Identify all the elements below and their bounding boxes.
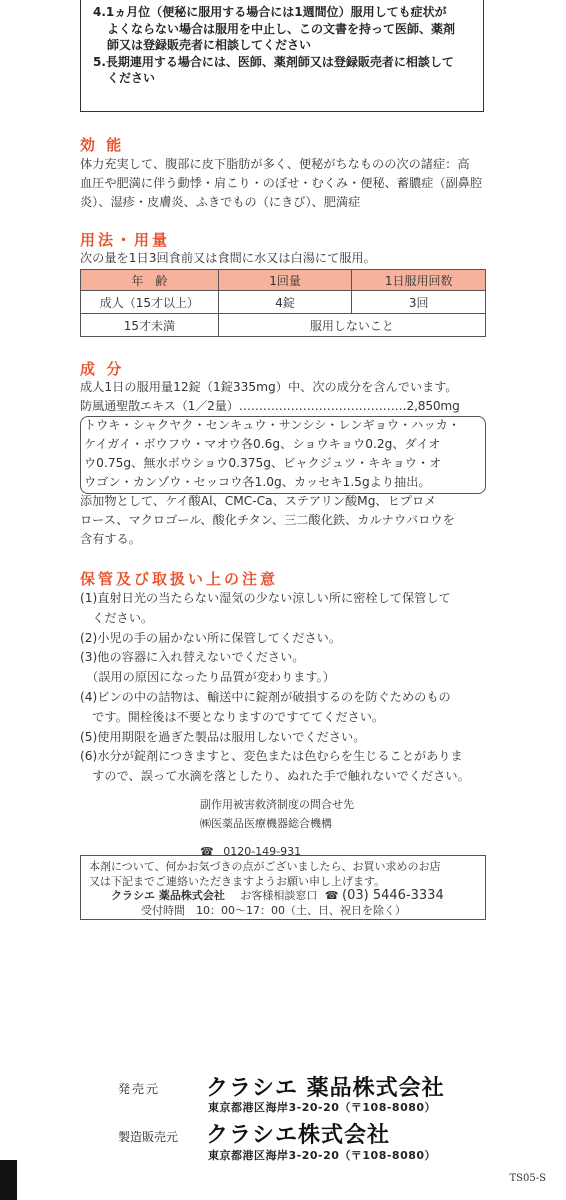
- contact-company-row: [89, 889, 477, 904]
- dosage-table: [80, 269, 486, 337]
- storage-heading: 保管及び取扱い上の注意: [80, 570, 279, 588]
- ingredient-line: 添加物として、ケイ酸Al、CMC-Ca、ステアリン酸Mg、ヒプロメ: [80, 494, 437, 508]
- table-header-cell: 1回量: [218, 270, 352, 291]
- ingredient-line: 成人1日の服用量12錠（1錠335mg）中、次の成分を含んでいます。: [80, 380, 458, 394]
- contact-desk: お客様相談窓口: [240, 889, 318, 902]
- storage-line: すので、誤って水滴を落としたり、ぬれた手で触れないでください。: [80, 769, 470, 784]
- efficacy-line: 血圧や肥満に伴う動悸・肩こり・のぼせ・むくみ・便秘、蓄膿症（副鼻腔: [80, 176, 483, 190]
- contact-company: クラシエ 薬品株式会社: [111, 889, 225, 902]
- relief-info: [200, 796, 354, 858]
- table-row: [81, 314, 486, 337]
- document-code: TS05-S: [509, 1173, 546, 1184]
- ingredient-line: ケイガイ・ボウフウ・マオウ各0.6g、ショウキョウ0.2g、ダイオ: [84, 437, 441, 451]
- contact-line: 又は下記までご連絡いただきますようお願い申し上げます。: [89, 874, 386, 888]
- ingredient-line: 含有する。: [80, 532, 141, 546]
- table-header-row: [81, 270, 486, 291]
- phone-icon: ☎: [324, 889, 339, 902]
- ingredient-line: ウ0.75g、無水ボウショウ0.375g、ビャクジュツ・キキョウ・オ: [84, 456, 442, 470]
- storage-line: (4)ビンの中の詰物は、輸送中に錠剤が破損するのを防ぐためのもの: [80, 689, 451, 704]
- table-cell: 3回: [352, 291, 486, 314]
- efficacy-heading: 効 能: [80, 136, 125, 154]
- storage-line: （誤用の原因になったり品質が変わります。）: [80, 670, 335, 685]
- ingredient-line: ウゴン・カンゾウ・セッコウ各1.0g、カッセキ1.5gより抽出。: [84, 475, 431, 489]
- ingredient-line: トウキ・シャクヤク・センキュウ・サンシシ・レンギョウ・ハッカ・: [84, 418, 461, 432]
- storage-line: (6)水分が錠剤につきますと、変色または色むらを生じることがありま: [80, 749, 463, 764]
- storage-text: [80, 589, 470, 787]
- table-row: [81, 291, 486, 314]
- table-cell: 成人（15才以上）: [81, 291, 219, 314]
- efficacy-text: [80, 155, 482, 212]
- warning-line: 5.長期連用する場合には、医師、薬剤師又は登録販売者に相談して: [93, 54, 454, 69]
- storage-line: (2)小児の手の届かない所に保管してください。: [80, 630, 342, 645]
- dosage-heading: 用法・用量: [80, 231, 171, 249]
- contact-phone: (03) 5446-3334: [342, 888, 444, 903]
- distributor-label: 発売元: [118, 1082, 161, 1096]
- manufacturer-label: 製造販売元: [118, 1130, 179, 1144]
- warning-box: [80, 0, 484, 112]
- contact-line: 本剤について、何かお気づきの点がございましたら、お買い求めのお店: [89, 860, 441, 873]
- manufacturer-name: クラシエ株式会社: [206, 1123, 391, 1148]
- relief-org: ㈱医薬品医療機器総合機構: [200, 817, 332, 830]
- table-cell: 4錠: [218, 291, 352, 314]
- warning-line: 4.1ヵ月位（便秘に服用する場合には1週間位）服用しても症状が: [93, 5, 447, 19]
- phone-icon: ☎: [200, 845, 214, 858]
- ingredients-text: [80, 378, 460, 549]
- warning-line: 師又は登録販売者に相談してください: [107, 38, 312, 52]
- warning-line: よくならない場合は服用を中止し、この文書を持って医師、薬剤: [107, 21, 456, 36]
- storage-line: (5)使用期限を過ぎた製品は服用しないでください。: [80, 729, 366, 744]
- ingredient-line: ロース、マクロゴール、酸化チタン、三二酸化鉄、カルナウバロウを: [80, 513, 455, 527]
- warning-line: ください: [107, 71, 156, 85]
- relief-title: 副作用被害救済制度の問合せ先: [200, 798, 354, 811]
- dosage-intro: 次の量を1日3回食前又は食間に水又は白湯にて服用。: [80, 251, 376, 265]
- manufacturer-address: 東京都港区海岸3-20-20（〒108-8080）: [208, 1149, 437, 1162]
- ingredients-heading: 成 分: [80, 360, 125, 378]
- contact-hours: 受付時間 10：00〜17：00（土、日、祝日を除く）: [141, 903, 406, 917]
- storage-line: (3)他の容器に入れ替えないでください。: [80, 650, 305, 665]
- efficacy-line: 体力充実して、腹部に皮下脂肪が多く、便秘がちなものの次の諸症：高: [80, 157, 470, 171]
- edge-tab-marker: [0, 1160, 17, 1200]
- relief-phone: 0120-149-931: [223, 845, 302, 858]
- storage-line: です。開栓後は不要となりますのですててください。: [80, 709, 385, 724]
- storage-line: (1)直射日光の当たらない湿気の少ない涼しい所に密栓して保管して: [80, 591, 451, 605]
- table-header-cell: 1日服用回数: [352, 270, 486, 291]
- table-cell: 15才未満: [81, 314, 219, 337]
- efficacy-line: 炎）、湿疹・皮膚炎、ふきでもの（にきび）、肥満症: [80, 195, 361, 209]
- ingredient-line: 防風通聖散エキス（1／2量）……………………………………2,850mg: [80, 399, 460, 413]
- storage-line: ください。: [80, 610, 154, 625]
- distributor-name: クラシエ 薬品株式会社: [206, 1076, 445, 1101]
- contact-box: [80, 855, 486, 920]
- distributor-address: 東京都港区海岸3-20-20（〒108-8080）: [208, 1101, 437, 1114]
- table-header-cell: 年 齢: [81, 270, 219, 291]
- table-cell: 服用しないこと: [218, 314, 485, 337]
